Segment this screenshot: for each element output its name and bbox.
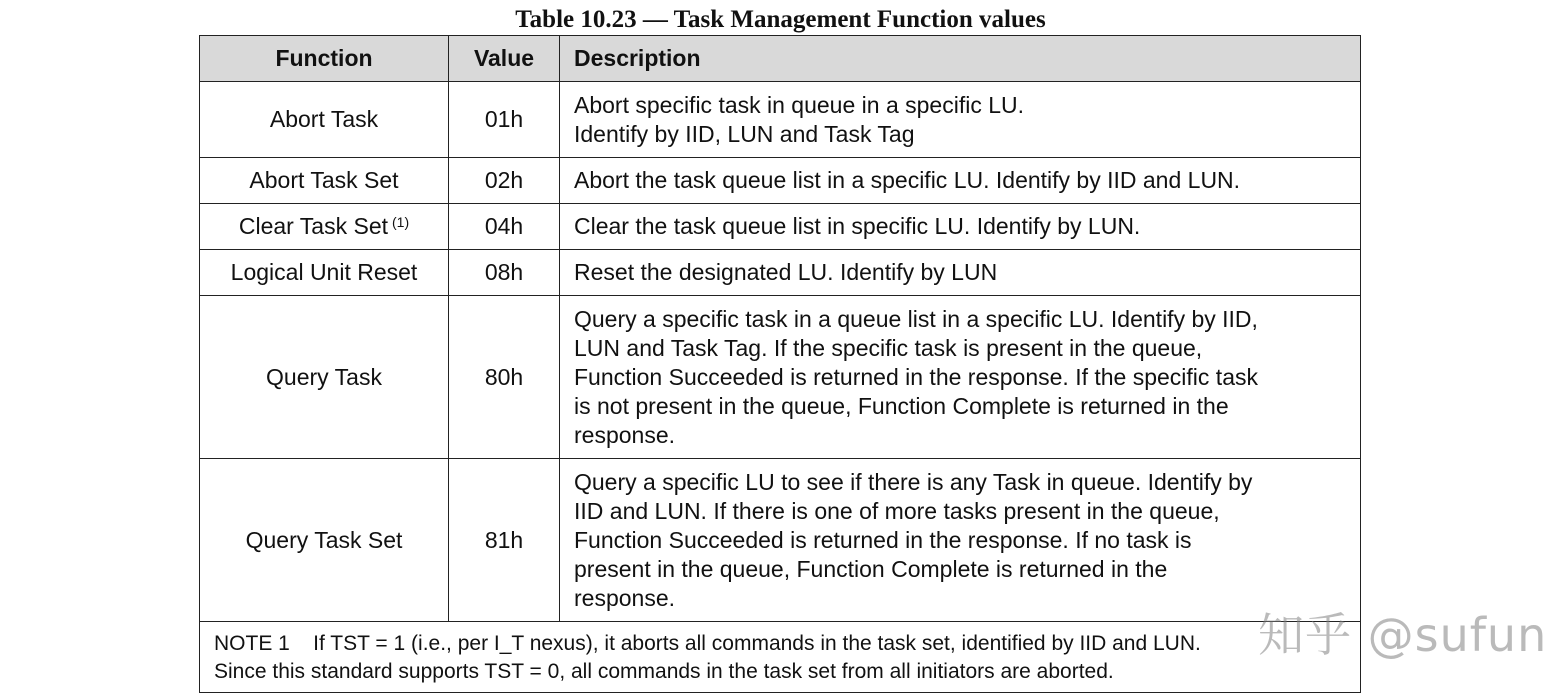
function-cell (200, 250, 449, 296)
description-cell (560, 204, 1361, 250)
function-name: Clear Task Set (238, 213, 388, 239)
task-management-function-table (199, 35, 1361, 693)
description-line: Function Succeeded is returned in the response. If the specific task (574, 363, 1258, 390)
function-cell (200, 204, 449, 250)
header-function: Function (200, 36, 449, 82)
table-caption: Table 10.23 — Task Management Function values (515, 6, 1046, 33)
description-line: response. (574, 421, 676, 448)
value-cell: 08h (449, 250, 560, 296)
description-line: Query a specific LU to see if there is any Task in queue. Identify by (574, 468, 1253, 495)
description-line: present in the queue, Function Complete is returned in the (574, 555, 1168, 582)
description-line: Reset the designated LU. Identify by LUN (574, 259, 998, 285)
description-cell (560, 158, 1361, 204)
header-description: Description (560, 36, 1361, 82)
function-name: Query Task Set (245, 526, 403, 553)
description-line: Abort the task queue list in a specific LU. Identify by IID and LUN. (574, 167, 1241, 193)
function-name: Query Task (266, 363, 382, 390)
table-row (200, 82, 1361, 158)
table-header-row (200, 36, 1361, 82)
note-line: Since this standard supports TST = 0, all commands in the task set from all initiators are aborted. (214, 660, 1114, 683)
function-name: Abort Task (269, 106, 379, 132)
description-line: Abort specific task in queue in a specific LU. (574, 91, 1025, 118)
description-line: LUN and Task Tag. If the specific task is present in the queue, (574, 334, 1203, 361)
value-cell: 01h (449, 82, 560, 158)
table-row (200, 158, 1361, 204)
function-cell (200, 158, 449, 204)
description-line: is not present in the queue, Function Complete is returned in the (574, 392, 1229, 419)
function-name: Abort Task Set (249, 167, 399, 193)
table-row (200, 204, 1361, 250)
description-line: Clear the task queue list in specific LU. Identify by LUN. (574, 213, 1141, 239)
description-line: IID and LUN. If there is one of more tasks present in the queue, (574, 497, 1220, 524)
description-cell (560, 82, 1361, 158)
watermark: 知乎 @sufun (1258, 608, 1548, 662)
note-line: NOTE 1 If TST = 1 (i.e., per I_T nexus), it aborts all commands in the task set, identified by IID and LUN. (214, 632, 1201, 655)
description-line: Query a specific task in a queue list in a specific LU. Identify by IID, (574, 305, 1258, 332)
description-line: Function Succeeded is returned in the response. If no task is (574, 526, 1192, 553)
table-row (200, 296, 1361, 459)
table-row (200, 250, 1361, 296)
description-cell (560, 459, 1361, 622)
description-cell (560, 250, 1361, 296)
note-row (200, 622, 1361, 693)
value-cell: 81h (449, 459, 560, 622)
description-cell (560, 296, 1361, 459)
description-line: response. (574, 584, 676, 611)
value-cell: 80h (449, 296, 560, 459)
function-name: Logical Unit Reset (230, 259, 418, 285)
function-cell (200, 459, 449, 622)
note-cell (200, 622, 1361, 693)
value-cell: 04h (449, 204, 560, 250)
description-line: Identify by IID, LUN and Task Tag (574, 120, 915, 147)
function-cell (200, 82, 449, 158)
function-cell (200, 296, 449, 459)
table-row (200, 459, 1361, 622)
value-cell: 02h (449, 158, 560, 204)
header-value: Value (449, 36, 560, 82)
footnote-marker: (1) (392, 214, 410, 230)
